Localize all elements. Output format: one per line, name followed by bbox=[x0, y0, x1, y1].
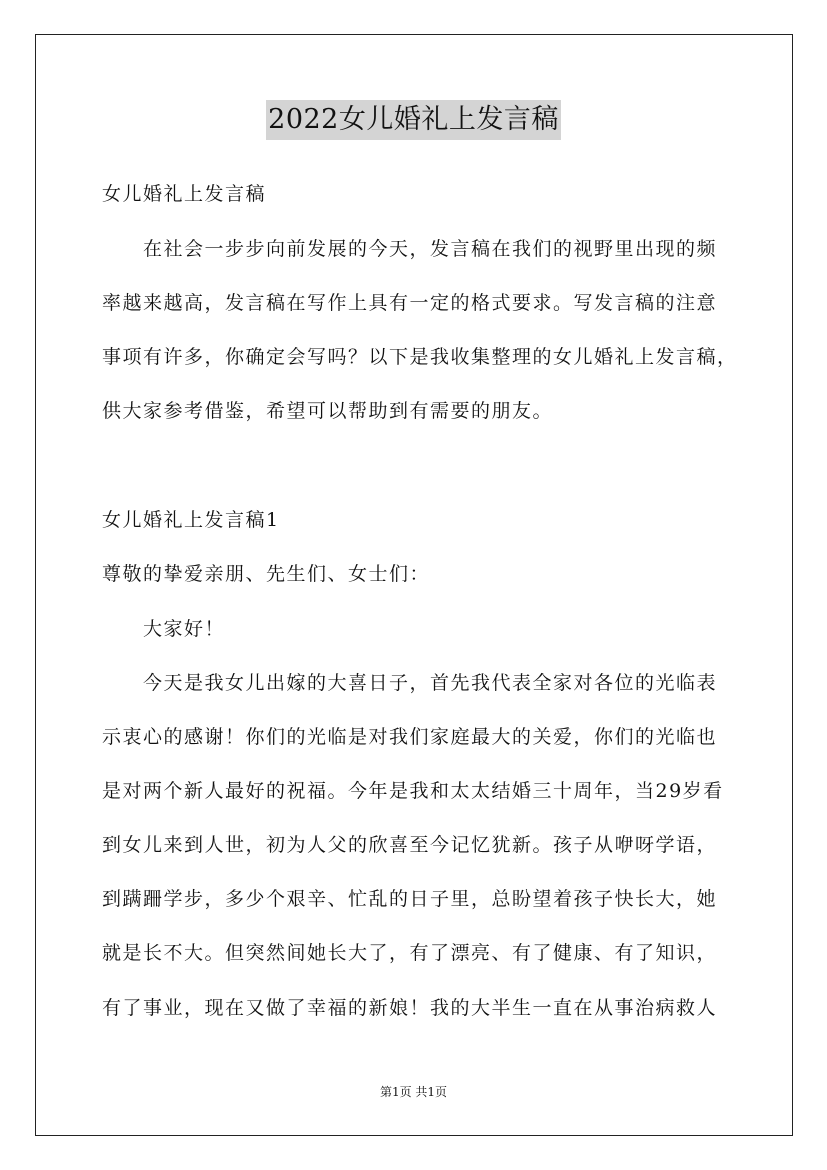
body-line: 示衷心的感谢！你们的光临是对我们家庭最大的关爱，你们的光临也 bbox=[102, 726, 718, 748]
salutation: 尊敬的挚爱亲朋、先生们、女士们： bbox=[102, 563, 431, 585]
intro-line: 在社会一步步向前发展的今天，发言稿在我们的视野里出现的频 bbox=[143, 238, 718, 260]
body-line: 到蹒跚学步，多少个艰辛、忙乱的日子里，总盼望着孩子快长大，她 bbox=[102, 888, 718, 910]
intro-line: 率越来越高，发言稿在写作上具有一定的格式要求。写发言稿的注意 bbox=[102, 292, 718, 314]
body-line: 就是长不大。但突然间她长大了，有了漂亮、有了健康、有了知识， bbox=[102, 942, 718, 964]
page-number: 第1页 共1页 bbox=[379, 1085, 448, 1099]
section-heading: 女儿婚礼上发言稿1 bbox=[102, 509, 280, 531]
body-line: 今天是我女儿出嫁的大喜日子，首先我代表全家对各位的光临表 bbox=[143, 672, 718, 694]
intro-line: 供大家参考借鉴，希望可以帮助到有需要的朋友。 bbox=[102, 400, 554, 422]
document-subtitle: 女儿婚礼上发言稿 bbox=[102, 183, 267, 205]
body-line: 到女儿来到人世，初为人父的欣喜至今记忆犹新。孩子从咿呀学语， bbox=[102, 834, 718, 856]
body-line: 是对两个新人最好的祝福。今年是我和太太结婚三十周年，当29岁看 bbox=[102, 780, 724, 802]
body-line: 有了事业，现在又做了幸福的新娘！我的大半生一直在从事治病救人 bbox=[102, 997, 718, 1019]
intro-line: 事项有许多，你确定会写吗？以下是我收集整理的女儿婚礼上发言稿， bbox=[102, 346, 738, 368]
document-title: 2022女儿婚礼上发言稿 bbox=[266, 100, 561, 140]
greeting: 大家好！ bbox=[143, 618, 226, 640]
title-container bbox=[0, 100, 827, 140]
